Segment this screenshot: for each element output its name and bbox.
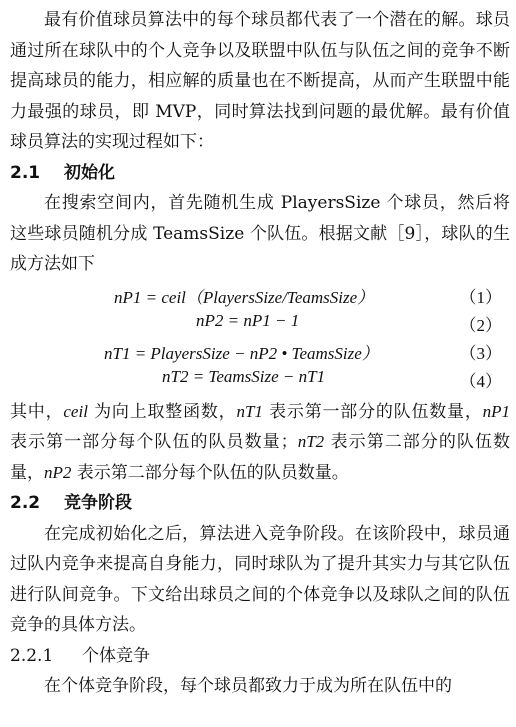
text-span: 表示第一部分的队伍数量， xyxy=(262,401,483,422)
equation-3 xyxy=(0,339,516,367)
text-span: 表示第二部分每个队伍的队员数量。 xyxy=(71,462,349,483)
paper-page xyxy=(0,5,516,727)
equation-formula: nP1 = ceil（PlayersSize/TeamsSize） xyxy=(114,287,375,307)
math-nT1: nT1 xyxy=(236,401,263,421)
section-heading-2-2 xyxy=(0,488,516,519)
paragraph-initialization: 在搜索空间内，首先随机生成 PlayersSize 个球员，然后将这些球员随机分成 TeamsSize 个队伍。根据文献［9］，球队的生成方法如下 xyxy=(10,193,510,274)
section-title: 初始化 xyxy=(64,162,115,183)
equation-number: （2） xyxy=(459,315,502,335)
paragraph-individual-competition: 在个体竞争阶段，每个球员都致力于成为所在队伍中的 xyxy=(44,676,452,696)
text-span: 表示第二部分的队伍数量， xyxy=(10,432,511,483)
equation-4 xyxy=(0,367,516,395)
equation-number: （1） xyxy=(459,287,502,307)
equation-formula: nP2 = nP1 − 1 xyxy=(196,310,300,330)
equation-1 xyxy=(0,283,516,311)
subsection-heading-2-2-1 xyxy=(0,641,516,672)
section-number: 2.1 xyxy=(10,162,41,183)
subsection-title: 个体竞争 xyxy=(82,645,150,666)
section-heading-2-1 xyxy=(0,158,516,189)
paragraph-intro: 最有价值球员算法中的每个球员都代表了一个潜在的解。球员通过所在球队中的个人竞争以及联盟中队伍与队伍之间的竞争不断提高球员的能力，相应解的质量也在不断提高，从而产生联盟中能力最强的球员，即 MVP，同时算法找到问题的最优解。最有价值球员算法的实现过程如下： xyxy=(10,10,510,152)
text-span: 其中， xyxy=(10,401,64,422)
section-number: 2.2 xyxy=(10,493,41,513)
math-nP1: nP1 xyxy=(482,401,511,421)
equation-number: （3） xyxy=(459,343,502,363)
equation-formula: nT1 = PlayersSize − nP2 • TeamsSize） xyxy=(104,343,379,363)
equation-formula: nT2 = TeamsSize − nT1 xyxy=(162,366,326,386)
paragraph-variable-definitions xyxy=(0,397,516,489)
equation-number: （4） xyxy=(459,371,502,391)
text-span: 为向上取整函数， xyxy=(87,401,237,422)
section-title: 竞争阶段 xyxy=(64,493,132,513)
equation-block xyxy=(0,283,516,395)
subsection-number: 2.2.1 xyxy=(10,645,54,666)
math-nP2: nP2 xyxy=(44,462,72,482)
math-ceil: ceil xyxy=(63,401,88,421)
paragraph-competition: 在完成初始化之后，算法进入竞争阶段。在该阶段中，球员通过队内竞争来提高自身能力，同时球队为了提升其实力与其它队伍进行队间竞争。下文给出球员之间的个体竞争以及球队之间的队伍竞争的具体方法。 xyxy=(10,523,510,635)
text-span: 表示第一部分每个队伍的队员数量； xyxy=(10,432,298,452)
math-nT2: nT2 xyxy=(297,432,325,451)
equation-2 xyxy=(0,311,516,339)
